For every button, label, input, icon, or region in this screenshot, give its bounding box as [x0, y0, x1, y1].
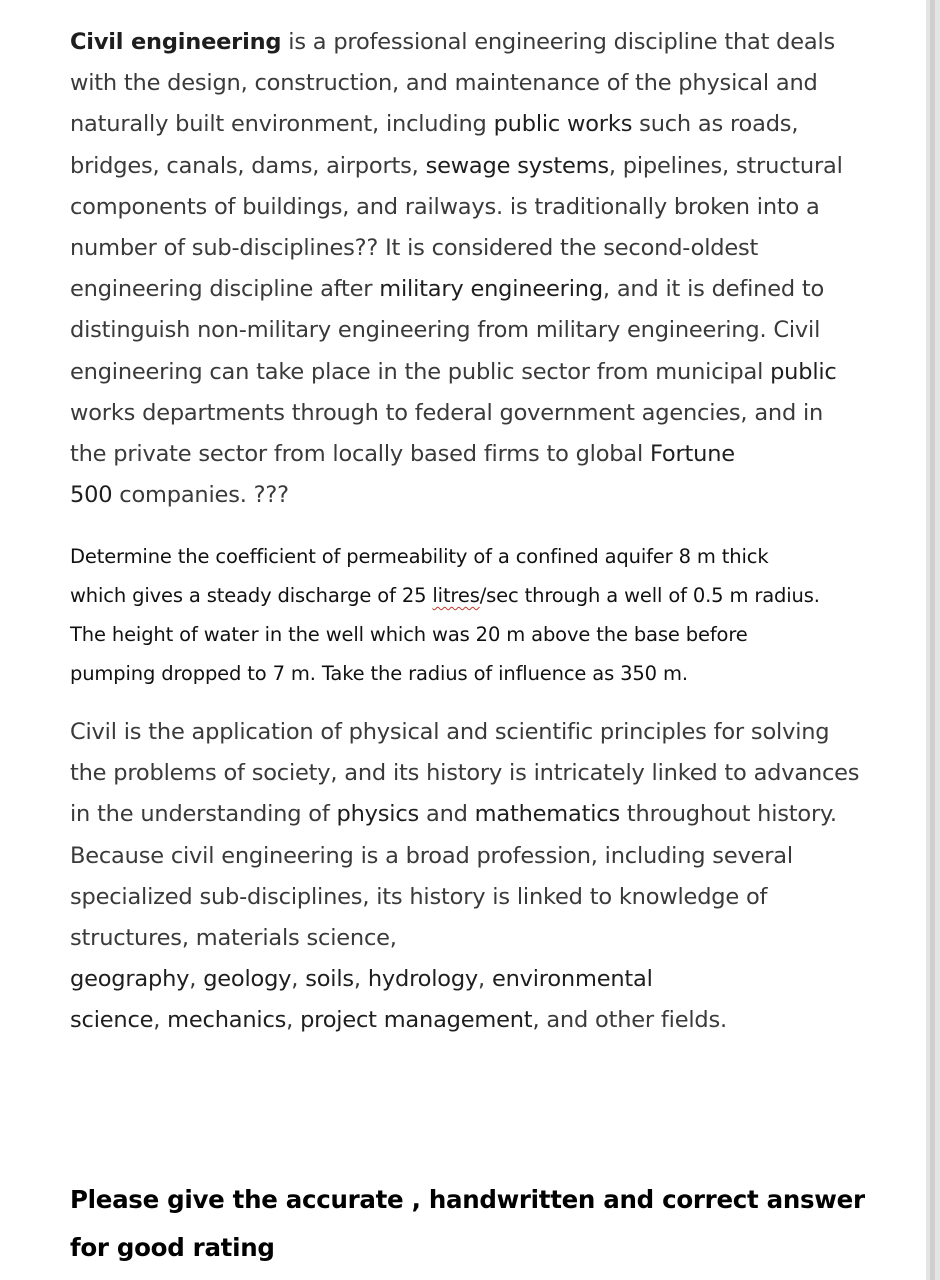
link-mathematics[interactable]: mathematics [474, 801, 620, 828]
intro-line: the private sector from locally based firms to global Fortune [70, 441, 735, 468]
history-line: Because civil engineering is a broad profession, including several [70, 842, 793, 869]
link-geography[interactable]: geography [70, 966, 190, 993]
history-line: the problems of society, and its history is intricately linked to advances [70, 760, 860, 787]
link-soils[interactable]: soils [305, 966, 354, 993]
link-project-management[interactable]: project management [300, 1007, 533, 1034]
link-mechanics[interactable]: mechanics [167, 1007, 287, 1034]
link-public-works[interactable]: public works [493, 111, 633, 138]
request-line: Please give the accurate , handwritten and correct answer [70, 1185, 865, 1214]
intro-line: engineering can take place in the public sector from municipal public [70, 358, 837, 385]
history-paragraph [70, 712, 882, 1042]
intro-line: 500 companies. ??? [70, 482, 289, 509]
scrollbar[interactable] [926, 0, 940, 1280]
scrollbar-thumb[interactable] [930, 0, 935, 1280]
request-note [70, 1176, 880, 1272]
intro-line: engineering discipline after military engineering, and it is defined to [70, 276, 825, 303]
link-science[interactable]: science [70, 1007, 154, 1034]
history-line: science, mechanics, project management, and other fields. [70, 1007, 727, 1034]
intro-line: bridges, canals, dams, airports, sewage systems, pipelines, structural [70, 152, 843, 179]
link-military-engineering[interactable]: military engineering [379, 276, 603, 303]
intro-line: distinguish non-military engineering from military engineering. Civil [70, 317, 821, 344]
question-line: Determine the coefficient of permeability of a confined aquifer 8 m thick [70, 545, 769, 568]
link-fortune-500-number[interactable]: 500 [70, 482, 113, 509]
spellcheck-underlined-word: litres [432, 584, 480, 607]
intro-line: number of sub-disciplines?? It is considered the second-oldest [70, 235, 759, 262]
link-public-works-departments[interactable]: public [770, 358, 837, 385]
link-environmental-science[interactable]: environmental [491, 966, 653, 993]
bold-term: Civil engineering [70, 29, 282, 55]
intro-line: with the design, construction, and maintenance of the physical and [70, 70, 818, 97]
history-line: geography, geology, soils, hydrology, environmental [70, 966, 653, 993]
intro-line: components of buildings, and railways. is traditionally broken into a [70, 193, 820, 220]
question-line: The height of water in the well which was 20 m above the base before [70, 623, 748, 646]
intro-line: Civil engineering is a professional engineering discipline that deals [70, 29, 836, 55]
intro-line: naturally built environment, including public works such as roads, [70, 111, 799, 138]
link-physics[interactable]: physics [336, 801, 420, 828]
link-sewage-systems[interactable]: sewage systems [425, 152, 609, 179]
history-line: specialized sub-disciplines, its history is linked to knowledge of [70, 883, 768, 910]
question-paragraph [70, 537, 882, 693]
question-line: which gives a steady discharge of 25 litres/sec through a well of 0.5 m radius. [70, 584, 820, 607]
question-line: pumping dropped to 7 m. Take the radius of influence as 350 m. [70, 662, 688, 685]
link-hydrology[interactable]: hydrology [367, 966, 479, 993]
request-line: for good rating [70, 1233, 275, 1262]
history-line: in the understanding of physics and mathematics throughout history. [70, 801, 837, 828]
intro-line: works departments through to federal government agencies, and in [70, 399, 824, 426]
history-line: Civil is the application of physical and scientific principles for solving [70, 719, 830, 745]
intro-paragraph [70, 22, 870, 516]
link-geology[interactable]: geology [203, 966, 292, 993]
link-fortune-500[interactable]: Fortune [649, 441, 735, 468]
history-line: structures, materials science, [70, 925, 397, 952]
